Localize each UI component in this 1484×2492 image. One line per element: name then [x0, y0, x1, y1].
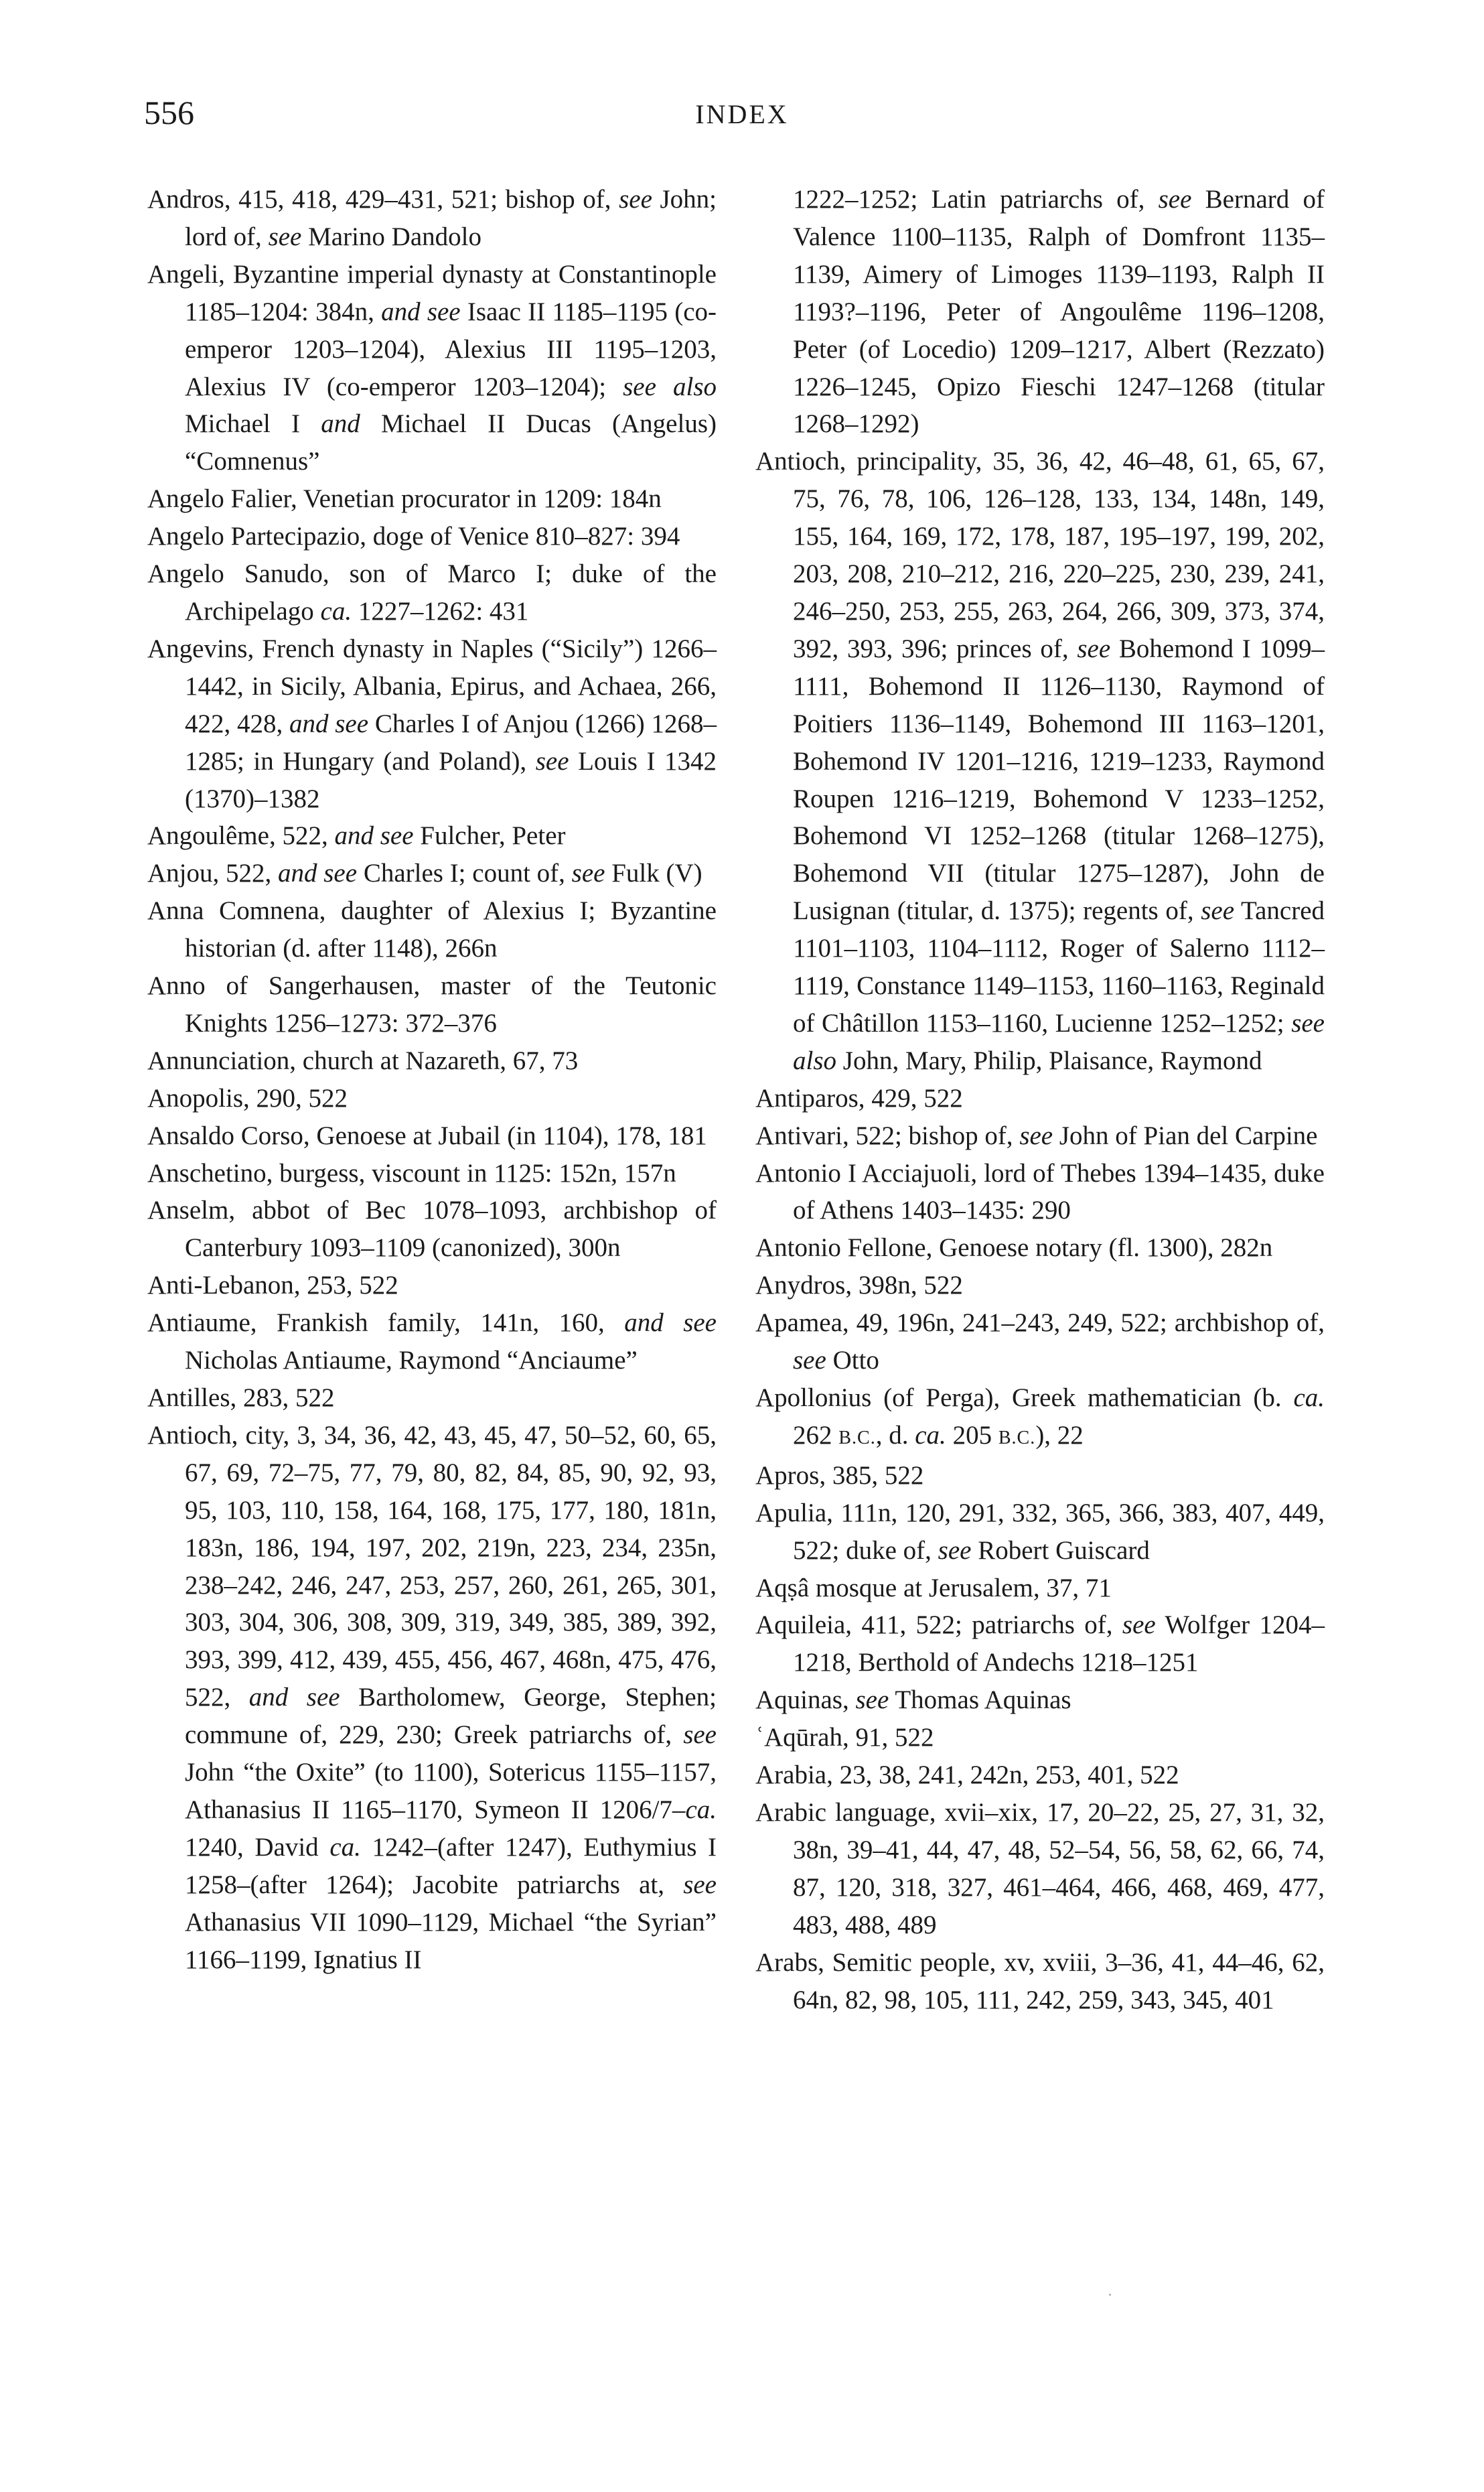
index-entry-segment: Antiparos, 429, 522	[755, 1083, 963, 1113]
index-entry-segment: ), 22	[1035, 1420, 1084, 1450]
index-entry	[755, 1267, 1325, 1304]
index-entry-segment: Louis I 1342 (1370)–1382	[185, 746, 717, 813]
index-entry	[755, 1117, 1325, 1155]
index-entry-segment: Fulk (V)	[605, 859, 702, 888]
index-entry-segment: ʿAqūrah, 91, 522	[755, 1723, 934, 1752]
index-entry-segment: Angoulême, 522,	[147, 821, 335, 851]
index-entry-segment: and see	[289, 709, 369, 738]
index-entry-segment: Arabic language, xvii–xix, 17, 20–22, 25, 27, 31, 32, 38n, 39–41, 44, 47, 48, 52–54, 56, 58, 62, 66, 74, 87, 120, 318, 327, 461–464, 466, 468, 469, 477, 483, 488, 489	[755, 1797, 1325, 1939]
index-entry-segment: John “the Oxite” (to 1100), Sotericus 1155–1157, Athanasius II 1165–1170, Symeon II 1206/7–	[185, 1758, 717, 1824]
index-entry-segment: Anna Comnena, daughter of Alexius I; Byzantine historian (d. after 1148), 266n	[147, 896, 717, 963]
index-entry-segment: Charles I of Anjou (1266) 1268–1285; in Hungary (and Poland),	[185, 709, 717, 776]
index-entry	[147, 855, 717, 892]
index-entry	[755, 1944, 1325, 2019]
index-entry-segment: Antilles, 283, 522	[147, 1383, 335, 1412]
index-entry	[147, 1080, 717, 1117]
index-entry	[147, 1192, 717, 1267]
index-entry-segment: Apros, 385, 522	[755, 1460, 924, 1490]
index-entry-segment: Andros, 415, 418, 429–431, 521; bishop of,	[147, 185, 619, 214]
index-entry-segment: Otto	[826, 1346, 879, 1375]
index-entry-segment: Antioch, principality, 35, 36, 42, 46–48, 61, 65, 67, 75, 76, 78, 106, 126–128, 133, 134, 148n, 149, 155, 164, 169, 172, 178, 187, 195–197, 199, 202, 203, 208, 210–212, 216, 220–225, 230, 239, 241, 246–250, 253, 255, 263, 264, 266, 309, 373, 374, 392, 393, 396; princes of,	[755, 447, 1325, 663]
index-entry-segment: Aqṣâ mosque at Jerusalem, 37, 71	[755, 1573, 1112, 1602]
left-index-column	[147, 181, 717, 1979]
index-entry	[755, 1570, 1325, 1607]
index-entry	[147, 967, 717, 1042]
index-entry-segment: B.C.	[998, 1427, 1036, 1448]
page-number: 556	[144, 94, 194, 131]
index-entry-segment: Thomas Aquinas	[889, 1685, 1071, 1715]
scan-speck	[1109, 2294, 1111, 2296]
index-entry-segment: 205	[946, 1420, 998, 1450]
index-entry	[755, 1606, 1325, 1681]
index-entry-segment: see	[683, 1720, 717, 1750]
index-entry-segment: Apulia, 111n, 120, 291, 332, 365, 366, 383, 407, 449, 522; duke of,	[755, 1498, 1325, 1565]
index-entry	[147, 181, 717, 256]
index-entry-segment: Arabs, Semitic people, xv, xviii, 3–36, 41, 44–46, 62, 64n, 82, 98, 105, 111, 242, 259, 343, 345, 401	[755, 1947, 1325, 2014]
right-index-column	[755, 181, 1325, 2018]
index-entry-segment: Anschetino, burgess, viscount in 1125: 152n, 157n	[147, 1158, 676, 1188]
index-entry	[755, 1719, 1325, 1756]
index-entry-segment: and see	[334, 821, 414, 851]
index-entry-segment: see	[1201, 896, 1235, 926]
running-head: INDEX	[695, 99, 789, 129]
index-entry-segment: Antioch, city, 3, 34, 36, 42, 43, 45, 47, 50–52, 60, 65, 67, 69, 72–75, 77, 79, 80, 82, 84, 85, 90, 92, 93, 95, 103, 110, 158, 164, 168, 175, 177, 180, 181n, 183n, 186, 194, 197, 202, 219n, 223, 234, 235n, 238–242, 246, 247, 253, 257, 260, 261, 265, 301, 303, 304, 306, 308, 309, 319, 349, 385, 389, 392, 393, 399, 412, 439, 455, 456, 467, 468n, 475, 476, 522,	[147, 1420, 717, 1712]
index-entry-segment: Tancred 1101–1103, 1104–1112, Roger of Salerno 1112–1119, Constance 1149–1153, 1160–1163, Reginald of Châtillon 1153–1160, Lucienne 1252–1252;	[793, 896, 1325, 1038]
index-entry-segment: Angeli, Byzantine imperial dynasty at Constantinople 1185–1204: 384n,	[147, 259, 717, 326]
index-entry-segment: Charles I; count of,	[357, 859, 572, 888]
index-entry-segment: Anopolis, 290, 522	[147, 1083, 348, 1113]
index-entry-segment: John; lord of,	[185, 185, 717, 251]
index-entry-segment: see	[793, 1346, 826, 1375]
index-entry-segment: Bartholomew, George, Stephen; commune of, 229, 230; Greek patriarchs of,	[185, 1683, 717, 1750]
index-entry-segment: see	[1122, 1610, 1156, 1640]
index-entry-segment: Michael II Ducas (Angelus) “Comnenus”	[185, 409, 717, 476]
index-entry-segment: Anselm, abbot of Bec 1078–1093, archbishop of Canterbury 1093–1109 (canonized), 300n	[147, 1196, 717, 1263]
index-entry-segment: see	[683, 1870, 717, 1899]
index-entry-segment: Bohemond I 1099–1111, Bohemond II 1126–1130, Raymond of Poitiers 1136–1149, Bohemond III 1163–1201, Bohemond IV 1201–1216, 1219–1233, Raymond Roupen 1216–1219, Bohemond V 1233–1252, Bohemond VI 1252–1268 (titular 1268–1275), Bohemond VII (titular 1275–1287), John de Lusignan (titular, d. 1375); regents of,	[793, 634, 1325, 926]
index-entry-segment: ca.	[329, 1832, 361, 1862]
index-entry-segment: see	[535, 746, 569, 776]
index-entry-segment: and see	[248, 1683, 340, 1712]
index-entry	[147, 1117, 717, 1155]
index-entry	[147, 817, 717, 855]
index-entry-segment: Aquileia, 411, 522; patriarchs of,	[755, 1610, 1122, 1640]
index-entry-segment: Anno of Sangerhausen, master of the Teutonic Knights 1256–1273: 372–376	[147, 971, 717, 1038]
index-entry	[147, 892, 717, 967]
index-entry	[755, 1756, 1325, 1794]
index-entry-segment: 1240, David	[185, 1832, 330, 1862]
index-entry-segment: B.C.	[838, 1427, 876, 1448]
index-entry-segment: see	[619, 185, 652, 214]
index-entry-segment: Angelo Falier, Venetian procurator in 1209: 184n	[147, 484, 662, 514]
index-entry	[755, 1794, 1325, 1944]
index-entry	[755, 1304, 1325, 1379]
index-entry	[755, 443, 1325, 1079]
index-entry-segment: Ansaldo Corso, Genoese at Jubail (in 1104), 178, 181	[147, 1121, 707, 1150]
index-entry-segment: John of Pian del Carpine	[1053, 1121, 1318, 1150]
index-entry-segment: Arabia, 23, 38, 241, 242n, 253, 401, 522	[755, 1760, 1179, 1790]
index-entry-segment: Antivari, 522; bishop of,	[755, 1121, 1020, 1150]
index-entry-segment: and see	[278, 859, 358, 888]
index-entry-segment: see also	[793, 1008, 1325, 1075]
index-entry	[147, 518, 717, 555]
index-entry	[147, 630, 717, 818]
index-entry-segment: Aquinas,	[755, 1685, 856, 1715]
index-entry-segment: see	[571, 859, 605, 888]
index-entry	[755, 1080, 1325, 1117]
index-entry-segment: see	[1158, 185, 1192, 214]
index-entry	[755, 1681, 1325, 1719]
index-entry-segment: ca.	[915, 1420, 946, 1450]
index-entry-segment: Athanasius VII 1090–1129, Michael “the Syrian” 1166–1199, Ignatius II	[185, 1907, 717, 1974]
index-entry-segment: 1227–1262: 431	[352, 596, 529, 626]
index-entry-segment: Isaac II 1185–1195 (co-emperor 1203–1204), Alexius III 1195–1203, Alexius IV (co-emperor 1203–1204);	[185, 297, 717, 401]
index-entry	[147, 1042, 717, 1080]
index-entry	[147, 1155, 717, 1192]
page-header	[0, 92, 1484, 146]
index-entry	[755, 1457, 1325, 1495]
index-entry-segment: and	[321, 409, 360, 439]
index-entry-segment: Anjou, 522,	[147, 859, 278, 888]
index-entry-segment: Wolfger 1204–1218, Berthold of Andechs 1218–1251	[793, 1610, 1325, 1677]
index-entry-segment: Apamea, 49, 196n, 241–243, 249, 522; archbishop of,	[755, 1308, 1325, 1338]
index-entry	[147, 480, 717, 518]
index-entry-segment: Angelo Sanudo, son of Marco I; duke of the Archipelago	[147, 559, 717, 626]
index-entry-segment: see	[1019, 1121, 1053, 1150]
index-entry-segment: Antonio Fellone, Genoese notary (fl. 1300), 282n	[755, 1233, 1273, 1263]
index-entry	[147, 1379, 717, 1417]
index-entry-segment: Angevins, French dynasty in Naples (“Sicily”) 1266–1442, in Sicily, Albania, Epirus, and Achaea, 266, 422, 428,	[147, 634, 717, 738]
index-entry-segment: Anti-Lebanon, 253, 522	[147, 1271, 398, 1300]
index-entry	[147, 555, 717, 630]
index-entry-segment: Antiaume, Frankish family, 141n, 160,	[147, 1308, 625, 1338]
index-entry-segment: see	[855, 1685, 889, 1715]
index-entry	[147, 1304, 717, 1379]
index-entry-segment: see also	[623, 372, 717, 401]
index-entry-segment: see	[938, 1535, 972, 1565]
index-entry-segment: Fulcher, Peter	[413, 821, 566, 851]
index-entry	[147, 1417, 717, 1979]
index-entry	[755, 1155, 1325, 1230]
index-entry	[147, 256, 717, 480]
index-entry-segment: ca.	[1293, 1383, 1325, 1412]
index-entry	[755, 181, 1325, 443]
index-entry-segment: see	[1077, 634, 1111, 663]
index-entry-segment: Antonio I Acciajuoli, lord of Thebes 1394–1435, duke of Athens 1403–1435: 290	[755, 1158, 1325, 1225]
index-entry-segment: Nicholas Antiaume, Raymond “Anciaume”	[185, 1346, 638, 1375]
index-entry-segment: Annunciation, church at Nazareth, 67, 73	[147, 1046, 579, 1075]
index-entry-segment: Marino Dandolo	[301, 222, 481, 251]
index-entry-segment: Apollonius (of Perga), Greek mathematician (b.	[755, 1383, 1294, 1412]
index-entry-segment: , d.	[875, 1420, 915, 1450]
index-entry	[755, 1379, 1325, 1457]
index-entry-segment: John, Mary, Philip, Plaisance, Raymond	[836, 1046, 1262, 1075]
index-entry-segment: 1242–(after 1247), Euthymius I 1258–(after 1264); Jacobite patriarchs at,	[185, 1832, 717, 1899]
index-entry-segment: see	[268, 222, 302, 251]
index-entry-segment: and see	[624, 1308, 717, 1338]
index-entry-segment: 1222–1252; Latin patriarchs of,	[793, 185, 1159, 214]
index-entry-segment: Michael I	[185, 409, 321, 439]
index-entry-segment: Robert Guiscard	[971, 1535, 1150, 1565]
index-entry-segment: ca.	[685, 1795, 717, 1824]
index-entry-segment: Bernard of Valence 1100–1135, Ralph of Domfront 1135–1139, Aimery of Limoges 1139–1193, Ralph II 1193?–1196, Peter of Angoulême 1196–1208, Peter (of Locedio) 1209–1217, Albert (Rezzato) 1226–1245, Opizo Fieschi 1247–1268 (titular 1268–1292)	[793, 185, 1325, 439]
index-entry	[755, 1495, 1325, 1570]
index-entry-segment: and see	[381, 297, 461, 326]
index-entry-segment: Angelo Partecipazio, doge of Venice 810–827: 394	[147, 522, 680, 551]
index-entry-segment: Anydros, 398n, 522	[755, 1271, 963, 1300]
index-entry	[755, 1229, 1325, 1267]
index-entry-segment: ca.	[320, 596, 352, 626]
index-entry	[147, 1267, 717, 1304]
index-entry-segment: 262	[793, 1420, 839, 1450]
